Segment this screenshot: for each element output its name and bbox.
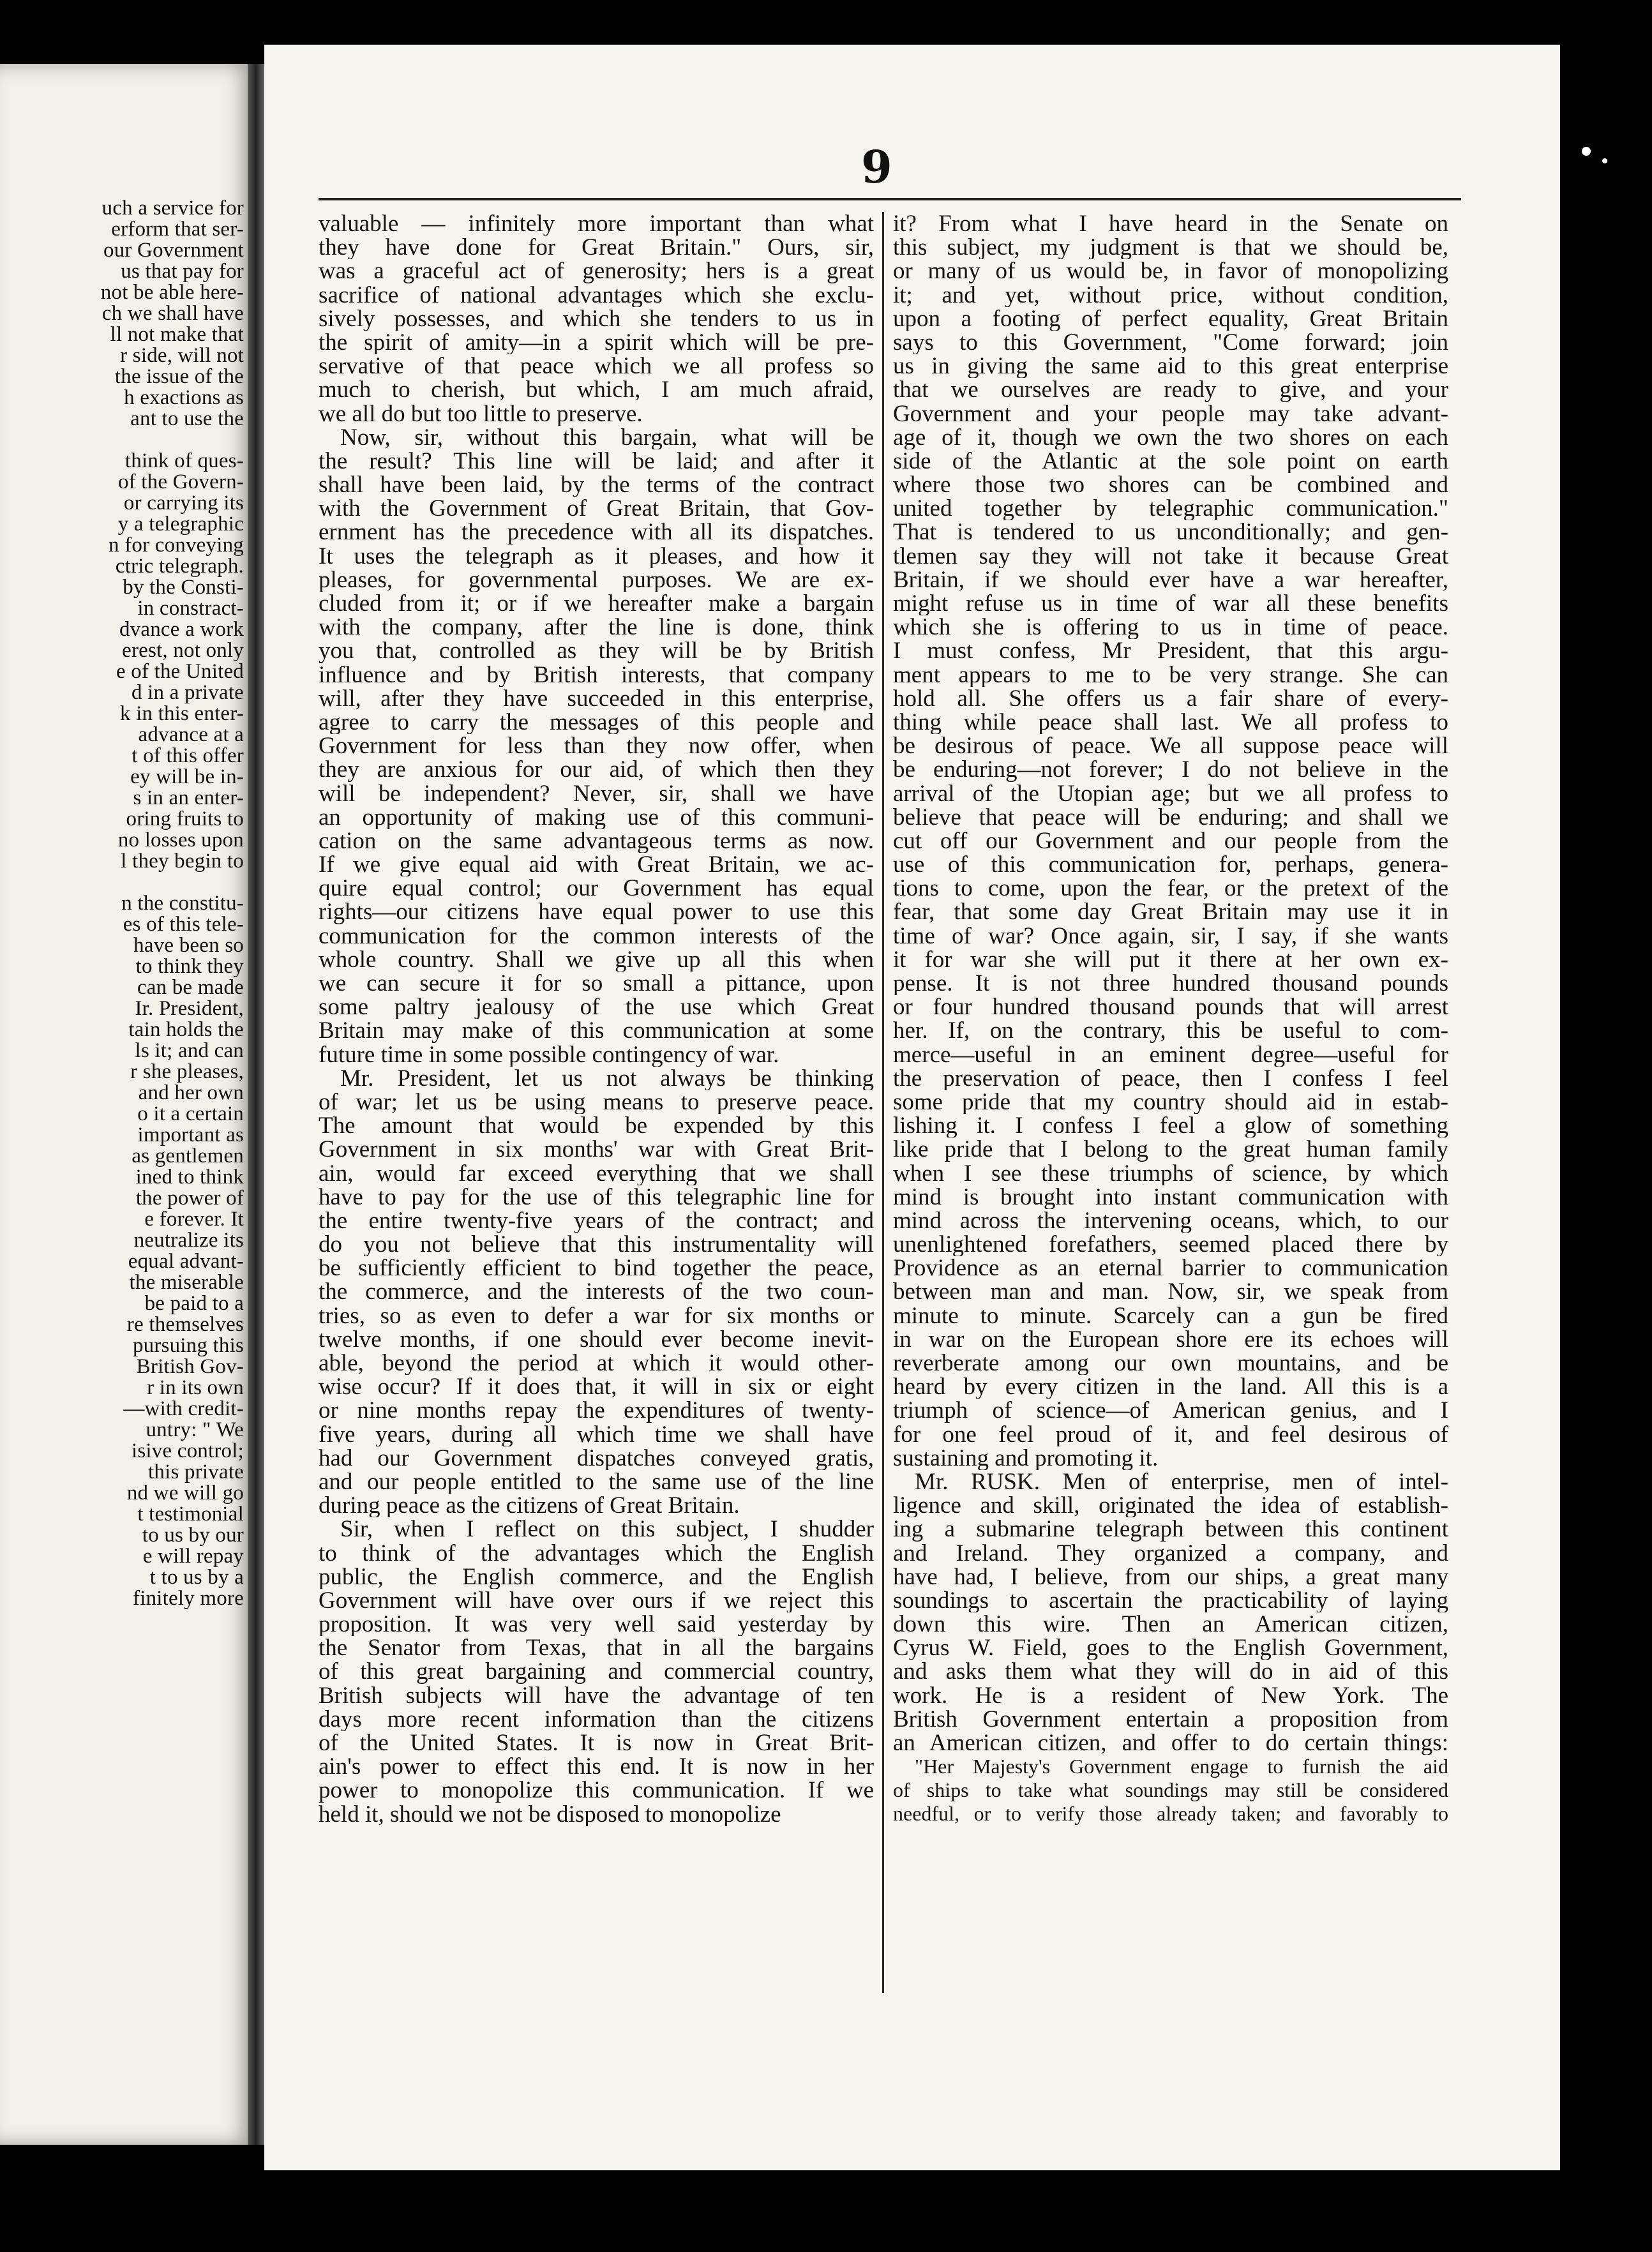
text-line: British Government entertain a proposition from <box>893 1707 1448 1731</box>
text-line: it; and yet, without price, without condition, <box>893 283 1448 307</box>
text-line: wise occur? If it does that, it will in six or eight <box>319 1375 874 1399</box>
left-page-line: the issue of the <box>114 365 244 388</box>
text-line: cluded from it; or if we hereafter make a bargain <box>319 592 874 616</box>
text-line: cation on the same advantageous terms as now. <box>319 829 874 853</box>
text-line: believe that peace will be enduring; and shall we <box>893 805 1448 829</box>
text-line: whole country. Shall we give up all this when <box>319 947 874 972</box>
left-page-line: r she pleases, <box>130 1060 244 1083</box>
text-line: an opportunity of making use of this communi- <box>319 805 874 829</box>
left-page-line: uch a service for <box>101 197 244 220</box>
left-page-line: e of the United <box>116 660 244 683</box>
text-line: united together by telegraphic communication." <box>893 497 1448 521</box>
text-line: tries, so as even to defer a war for six months or <box>319 1303 874 1328</box>
left-page-line: ll not make that <box>110 323 244 346</box>
text-line: or nine months repay the expenditures of twenty- <box>319 1399 874 1423</box>
left-page-line: British Gov- <box>136 1355 244 1378</box>
left-page-line: untry: " We <box>146 1418 244 1441</box>
text-line: unenlightened forefathers, seemed placed there by <box>893 1233 1448 1257</box>
text-line: the commerce, and the interests of the two coun- <box>319 1280 874 1304</box>
left-page-line: to us by our <box>142 1524 244 1547</box>
text-line: work. He is a resident of New York. The <box>893 1683 1448 1708</box>
text-line: ing a submarine telegraph between this continent <box>893 1517 1448 1542</box>
text-line: Providence as an eternal barrier to communication <box>893 1256 1448 1280</box>
text-line: public, the English commerce, and the English <box>319 1565 874 1589</box>
left-page-line: k in this enter- <box>119 702 244 725</box>
quote-line: of ships to take what soundings may still be considered <box>893 1778 1448 1802</box>
text-column-2 <box>893 212 1448 1826</box>
left-page-line: in constract- <box>137 597 244 620</box>
text-line: five years, during all which time we shall have <box>319 1422 874 1446</box>
text-line: it for war she will put it there at her own ex- <box>893 947 1448 972</box>
text-line: That is tendered to us unconditionally; and gen- <box>893 520 1448 544</box>
text-line: The amount that would be expended by this <box>319 1114 874 1138</box>
left-page-line: e forever. It <box>144 1208 244 1231</box>
text-line: or many of us would be, in favor of monopolizing <box>893 259 1448 283</box>
text-line: and asks them what they will do in aid of this <box>893 1660 1448 1684</box>
left-page-line: ey will be in- <box>130 765 244 788</box>
text-line: held it, should we not be disposed to monopolize <box>319 1802 781 1826</box>
text-line: the spirit of amity—in a spirit which will be pre- <box>319 330 874 355</box>
text-line: be enduring—not forever; I do not believe in the <box>893 758 1448 782</box>
text-line: minute to minute. Scarcely can a gun be fired <box>893 1303 1448 1328</box>
left-page-line <box>1 430 244 451</box>
left-page-line: t of this offer <box>131 744 244 767</box>
left-page-line: s in an enter- <box>133 786 244 809</box>
text-column-1 <box>319 212 874 1826</box>
left-page-line: erest, not only <box>122 639 244 662</box>
text-line: it? From what I have heard in the Senate on <box>893 212 1448 236</box>
left-page-line: pursuing this <box>132 1334 244 1357</box>
left-page-line: no losses upon <box>117 829 244 852</box>
text-line: Mr. RUSK. Men of enterprise, men of intel- <box>915 1469 1448 1494</box>
left-page-line: be paid to a <box>144 1292 244 1315</box>
text-line: and our people entitled to the same use of the line <box>319 1469 874 1494</box>
left-page-line: as gentlemen <box>131 1145 244 1167</box>
text-line: side of the Atlantic at the sole point on earth <box>893 449 1448 474</box>
text-line: will, after they have succeeded in this enterprise, <box>319 686 874 710</box>
text-line: Britain, if we should ever have a war hereafter, <box>893 567 1448 592</box>
text-line: thing while peace shall last. We all profess to <box>893 710 1448 735</box>
text-line: the Senator from Texas, that in all the bargains <box>319 1636 874 1660</box>
left-page-line: erform that ser- <box>111 218 244 241</box>
text-line: and Ireland. They organized a company, and <box>893 1541 1448 1565</box>
text-line: ain, would far exceed everything that we shall <box>319 1161 874 1185</box>
text-line: Cyrus W. Field, goes to the English Government, <box>893 1636 1448 1660</box>
text-line: fear, that some day Great Britain may use it in <box>893 900 1448 924</box>
text-line: Mr. President, let us not always be thinking <box>340 1066 874 1090</box>
text-line: some paltry jealousy of the use which Great <box>319 995 874 1019</box>
text-line: able, beyond the period at which it would other- <box>319 1351 874 1376</box>
column-divider <box>882 212 884 1993</box>
text-line: sacrifice of national advantages which she exclu- <box>319 283 874 307</box>
text-line: Now, sir, without this bargain, what will be <box>340 425 874 449</box>
text-line: the preservation of peace, then I confess I feel <box>893 1066 1448 1090</box>
text-line: might refuse us in time of war all these benefits <box>893 592 1448 616</box>
left-page-line: y a telegraphic <box>117 513 244 536</box>
left-page-line: t testimonial <box>137 1503 244 1526</box>
left-page-line: have been so <box>133 934 244 957</box>
text-line: twelve months, if one should ever become inevit- <box>319 1327 874 1351</box>
text-line: be sufficiently efficient to bind together the peace, <box>319 1256 874 1280</box>
text-line: pleases, for governmental purposes. We are ex- <box>319 567 874 592</box>
left-page-line: or carrying its <box>123 492 244 514</box>
left-page-line: r in its own <box>147 1376 244 1399</box>
page-number: 9 <box>861 140 892 193</box>
left-page-line: ch we shall have <box>101 302 244 325</box>
text-line: us in giving the same aid to this great enterprise <box>893 354 1448 379</box>
text-line: mind is brought into instant communication with <box>893 1185 1448 1209</box>
text-line: this subject, my judgment is that we should be, <box>893 236 1448 260</box>
left-page-line: n for conveying <box>109 534 244 557</box>
left-page-line: t to us by a <box>149 1566 244 1589</box>
text-line: like pride that I belong to the great human family <box>893 1137 1448 1162</box>
quote-line: "Her Majesty's Government engage to furnish the aid <box>915 1755 1448 1778</box>
text-line: ment appears to me to be very strange. She can <box>893 663 1448 687</box>
text-line: Britain may make of this communication at some <box>319 1019 874 1043</box>
text-line: an American citizen, and offer to do certain things: <box>893 1731 1448 1755</box>
left-page-line: the miserable <box>129 1271 244 1294</box>
text-line: mind across the intervening oceans, which, to our <box>893 1208 1448 1233</box>
text-line: sively possesses, and which she tenders to us in <box>319 306 874 331</box>
text-line: with the company, after the line is done, think <box>319 615 874 640</box>
scan-speck <box>1582 147 1591 156</box>
left-page-line: advance at a <box>138 723 244 746</box>
text-line: power to monopolize this communication. If we <box>319 1778 874 1803</box>
left-page-line: us that pay for <box>121 260 244 283</box>
text-line: Government will have over ours if we reject this <box>319 1588 874 1613</box>
text-line: was a graceful act of generosity; hers is a great <box>319 259 874 283</box>
text-line: future time in some possible contingency of war. <box>319 1042 779 1067</box>
left-page-line: isive control; <box>131 1439 244 1462</box>
text-line: time of war? Once again, sir, I say, if she wants <box>893 924 1448 948</box>
text-line: be desirous of peace. We all suppose peace will <box>893 734 1448 758</box>
left-page-line: oring fruits to <box>126 807 244 830</box>
left-page-line: finitely more <box>133 1587 244 1610</box>
text-line: or four hundred thousand pounds that will arrest <box>893 995 1448 1019</box>
text-line: quire equal control; our Government has equal <box>319 876 874 901</box>
left-page-line: Ir. President, <box>135 997 244 1020</box>
text-line: says to this Government, "Come forward; join <box>893 330 1448 355</box>
text-line: ain's power to effect this end. It is now in her <box>319 1755 874 1779</box>
text-line: British subjects will have the advantage of ten <box>319 1683 874 1708</box>
text-line: proposition. It was very well said yesterday by <box>319 1612 874 1637</box>
left-page-line: n the constitu- <box>121 892 244 915</box>
left-page-line: h exactions as <box>124 386 244 409</box>
left-page-line: tain holds the <box>128 1018 244 1041</box>
left-page-line: ctric telegraph. <box>115 555 244 578</box>
quote-line: needful, or to verify those already taken; and favorably to <box>893 1802 1448 1826</box>
left-page-line: l they begin to <box>121 850 244 873</box>
text-line: servative of that peace which we all profess so <box>319 354 874 379</box>
text-line: influence and by British interests, that company <box>319 663 874 687</box>
text-line: soundings to ascertain the practicability of laying <box>893 1588 1448 1613</box>
text-line: merce—useful in an eminent degree—useful for <box>893 1042 1448 1067</box>
left-page-line: of the Govern- <box>117 470 244 493</box>
left-page-line: ls it; and can <box>135 1039 244 1062</box>
text-line: lishing it. I confess I feel a glow of something <box>893 1114 1448 1138</box>
text-line: for one feel proud of it, and feel desirous of <box>893 1422 1448 1446</box>
text-line: the entire twenty-five years of the contract; and <box>319 1208 874 1233</box>
text-line: tlemen say they will not take it because Great <box>893 544 1448 568</box>
text-line: valuable — infinitely more important than what <box>319 212 874 236</box>
left-page-line: —with credit- <box>123 1397 244 1420</box>
text-line: agree to carry the messages of this people and <box>319 710 874 735</box>
text-line: rights—our citizens have equal power to use this <box>319 900 874 924</box>
text-line: some pride that my country should aid in estab- <box>893 1090 1448 1115</box>
left-page-line: to think they <box>135 955 244 978</box>
text-line: during peace as the citizens of Great Britain. <box>319 1494 740 1518</box>
text-line: her. If, on the contrary, this be useful to com- <box>893 1019 1448 1043</box>
text-line: If we give equal aid with Great Britain, we ac- <box>319 853 874 877</box>
text-line: down this wire. Then an American citizen, <box>893 1612 1448 1637</box>
text-line: we all do but too little to preserve. <box>319 402 643 426</box>
left-page-line: not be able here- <box>100 281 244 304</box>
text-line: pense. It is not three hundred thousand pounds <box>893 972 1448 996</box>
left-page-line: this private <box>148 1460 244 1483</box>
left-page-line: and her own <box>138 1081 244 1104</box>
text-line: we can secure it for so small a pittance, upon <box>319 972 874 996</box>
text-line: of the United States. It is now in Great Brit- <box>319 1731 874 1755</box>
left-page-line: re themselves <box>126 1313 244 1336</box>
text-line: have had, I believe, from our ships, a great many <box>893 1565 1448 1589</box>
header-rule <box>319 198 1461 200</box>
text-line: It uses the telegraph as it pleases, and how it <box>319 544 874 568</box>
text-line: hold all. She offers us a fair share of every- <box>893 686 1448 710</box>
text-line: where those two shores can be combined and <box>893 473 1448 497</box>
text-line: sustaining and promoting it. <box>893 1446 1159 1470</box>
text-line: communication for the common interests of the <box>319 924 874 948</box>
left-page-line: nd we will go <box>126 1482 244 1505</box>
text-line: when I see these triumphs of science, by which <box>893 1161 1448 1185</box>
text-line: the result? This line will be laid; and after it <box>319 449 874 474</box>
text-line: ernment has the precedence with all its dispatches. <box>319 520 874 544</box>
text-line: days more recent information than the citizens <box>319 1707 874 1731</box>
text-line: I must confess, Mr President, that this argu- <box>893 639 1448 663</box>
text-line: shall have been laid, by the terms of the contract <box>319 473 874 497</box>
left-page-line: ant to use the <box>130 407 244 430</box>
scan-speck <box>1602 158 1607 163</box>
left-page-line: es of this tele- <box>123 913 244 936</box>
left-page-line: equal advant- <box>128 1250 244 1273</box>
text-line: Government for less than they now offer, when <box>319 734 874 758</box>
book-gutter <box>248 64 264 2145</box>
text-line: they have done for Great Britain." Ours, sir, <box>319 236 874 260</box>
text-line: which she is offering to us in time of peace. <box>893 615 1448 640</box>
left-page-line: r side, will not <box>120 344 244 367</box>
text-line: you that, controlled as they will be by British <box>319 639 874 663</box>
text-line: of this great bargaining and commercial country, <box>319 1660 874 1684</box>
left-page-line: the power of <box>135 1187 244 1210</box>
left-page-line: e will repay <box>142 1545 244 1568</box>
text-line: cut off our Government and our people from the <box>893 829 1448 853</box>
text-line: tions to come, upon the fear, or the pretext of the <box>893 876 1448 901</box>
text-line: will be independent? Never, sir, shall we have <box>319 781 874 806</box>
text-line: reverberate among our own mountains, and be <box>893 1351 1448 1376</box>
left-page-line: ined to think <box>135 1166 244 1189</box>
left-page-line: o it a certain <box>137 1102 244 1125</box>
text-line: arrival of the Utopian age; but we all profess to <box>893 781 1448 806</box>
left-page-line: our Government <box>103 239 244 262</box>
left-page-line: important as <box>137 1123 244 1146</box>
text-line: upon a footing of perfect equality, Great Britain <box>893 306 1448 331</box>
text-line: with the Government of Great Britain, that Gov- <box>319 497 874 521</box>
text-line: that we ourselves are ready to give, and your <box>893 378 1448 402</box>
text-line: heard by every citizen in the land. All this is a <box>893 1375 1448 1399</box>
text-line: between man and man. Now, sir, we speak from <box>893 1280 1448 1304</box>
text-line: ligence and skill, originated the idea of establish- <box>893 1494 1448 1518</box>
main-page <box>264 45 1560 2170</box>
text-line: do you not believe that this instrumentality will <box>319 1233 874 1257</box>
text-line: triumph of science—of American genius, and I <box>893 1399 1448 1423</box>
text-line: in war on the European shore ere its echoes will <box>893 1327 1448 1351</box>
left-page-line: neutralize its <box>133 1229 244 1252</box>
text-line: Government and your people may take advant- <box>893 402 1448 426</box>
text-line: Government in six months' war with Great Brit- <box>319 1137 874 1162</box>
left-page-line: think of ques- <box>124 449 244 472</box>
left-page-line <box>1 872 244 893</box>
text-line: age of it, though we own the two shores on each <box>893 425 1448 449</box>
text-line: Sir, when I reflect on this subject, I shudder <box>340 1517 874 1542</box>
text-line: much to cherish, but which, I am much afraid, <box>319 378 874 402</box>
left-page-line: dvance a work <box>119 618 244 641</box>
left-facing-page <box>0 64 255 2145</box>
text-line: they are anxious for our aid, of which then they <box>319 758 874 782</box>
text-line: of war; let us be using means to preserve peace. <box>319 1090 874 1115</box>
left-page-line: by the Consti- <box>123 576 244 599</box>
text-line: to think of the advantages which the English <box>319 1541 874 1565</box>
left-page-text <box>1 198 244 1609</box>
left-page-line: d in a private <box>131 681 244 704</box>
text-line: use of this communication for, perhaps, genera- <box>893 853 1448 877</box>
text-line: have to pay for the use of this telegraphic line for <box>319 1185 874 1209</box>
left-page-line: can be made <box>137 976 244 999</box>
text-line: had our Government dispatches conveyed gratis, <box>319 1446 874 1470</box>
